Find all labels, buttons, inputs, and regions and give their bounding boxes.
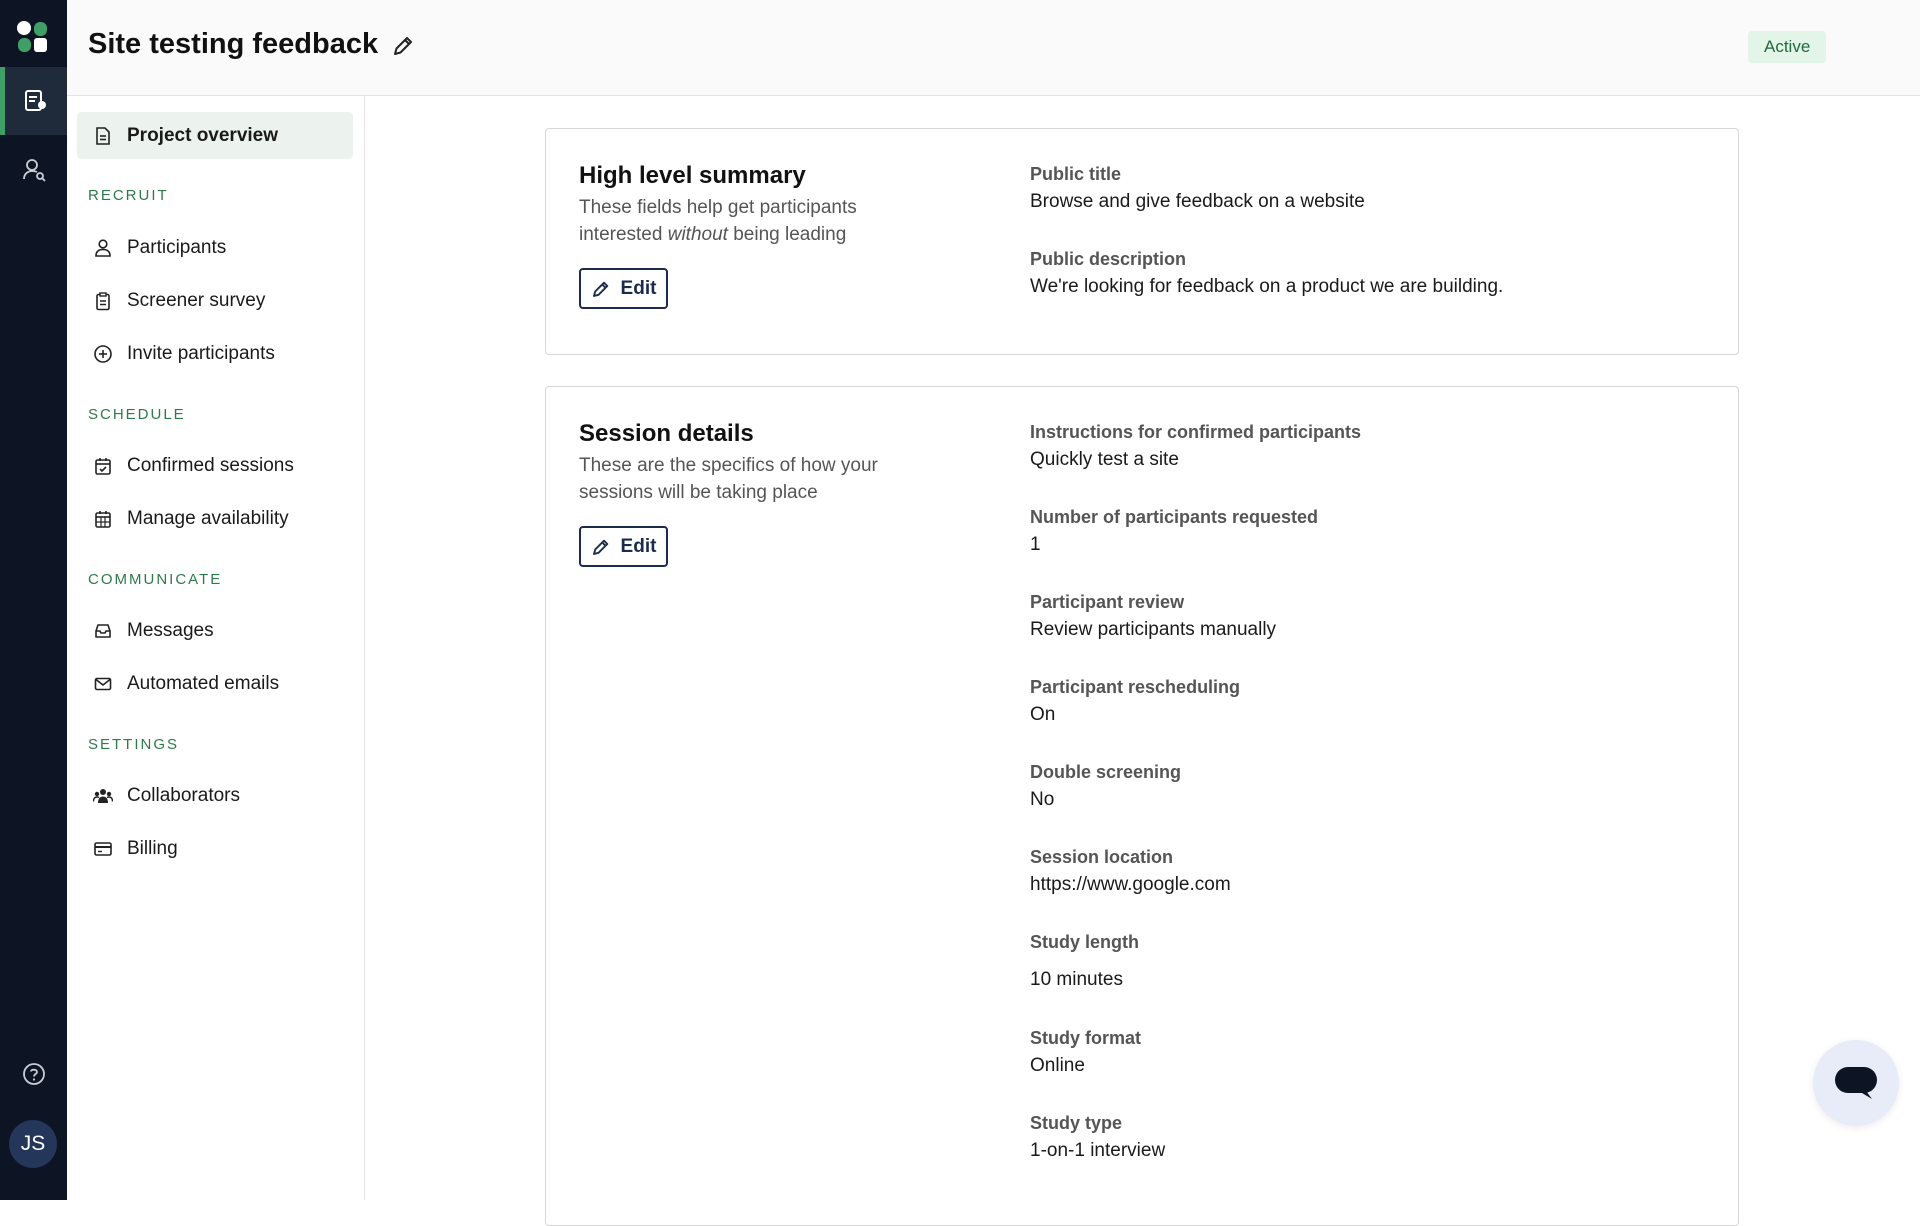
field-label: Study format (1030, 1028, 1142, 1048)
edit-title-pencil-icon[interactable] (390, 33, 416, 59)
session-title: Session details (579, 420, 754, 447)
session-edit-button[interactable] (579, 526, 668, 567)
sidebar-item-label: Automated emails (127, 672, 280, 694)
sidebar-item-label: Manage availability (127, 507, 289, 529)
summary-title: High level summary (579, 162, 806, 189)
sidebar-item-label: Collaborators (127, 784, 240, 806)
field-value: Review participants manually (1030, 619, 1277, 640)
field-label: Session location (1030, 847, 1174, 867)
section-schedule: SCHEDULE (88, 406, 186, 423)
field-label: Double screening (1030, 762, 1182, 782)
field-value: We're looking for feedback on a product we are building. (1030, 276, 1504, 297)
sidebar-item-label: Screener survey (127, 289, 266, 311)
inbox-icon (93, 621, 113, 641)
chat-launcher-button[interactable] (1813, 1040, 1899, 1126)
sidebar-item-automated-emails[interactable] (77, 660, 353, 707)
field-label: Study length (1030, 932, 1139, 952)
sidebar-item-manage-availability[interactable] (77, 495, 353, 542)
plus-circle-icon (93, 344, 113, 364)
field-value: No (1030, 789, 1055, 810)
field-value: Browse and give feedback on a website (1030, 191, 1365, 212)
sidebar-item-label: Participants (127, 236, 227, 258)
edit-label: Edit (620, 535, 657, 557)
field-value: 1-on-1 interview (1030, 1140, 1166, 1161)
section-settings: SETTINGS (88, 736, 180, 753)
session-details-card (545, 386, 1739, 1226)
field-label: Public title (1030, 164, 1122, 184)
sidebar-item-label: Project overview (127, 124, 279, 146)
sidebar-item-project-overview[interactable] (77, 112, 353, 159)
pencil-icon (591, 279, 611, 299)
summary-edit-button[interactable] (579, 268, 668, 309)
sidebar-item-screener-survey[interactable] (77, 277, 353, 324)
field-label: Study type (1030, 1113, 1123, 1133)
field-value: https://www.google.com (1030, 874, 1231, 895)
summary-card (545, 128, 1739, 355)
help-icon (21, 1061, 47, 1087)
status-badge: Active (1748, 31, 1826, 63)
sidebar-item-label: Billing (127, 837, 178, 859)
sidebar-item-collaborators[interactable] (77, 772, 353, 819)
field-value: 1 (1030, 534, 1041, 555)
field-label: Number of participants requested (1030, 507, 1319, 527)
sidebar-item-confirmed-sessions[interactable] (77, 442, 353, 489)
field-value: 10 minutes (1030, 969, 1123, 990)
calendar-check-icon (93, 456, 113, 476)
calendar-grid-icon (93, 509, 113, 529)
pencil-icon (591, 537, 611, 557)
help-button[interactable] (0, 1040, 67, 1108)
field-value: Quickly test a site (1030, 449, 1179, 470)
user-avatar[interactable]: JS (9, 1120, 57, 1168)
section-communicate: COMMUNICATE (88, 571, 223, 588)
sidebar-item-label: Messages (127, 619, 214, 641)
projects-nav-button[interactable] (0, 67, 67, 135)
project-sidebar (67, 96, 365, 1200)
sidebar-item-participants[interactable] (77, 224, 353, 271)
sidebar-item-messages[interactable] (77, 607, 353, 654)
clipboard-icon (93, 291, 113, 311)
page-header (67, 0, 1920, 96)
mail-icon (93, 674, 113, 694)
page-title: Site testing feedback (88, 28, 379, 60)
sidebar-item-label: Invite participants (127, 342, 275, 364)
field-label: Instructions for confirmed participants (1030, 422, 1362, 442)
app-logo-icon[interactable] (16, 20, 50, 54)
person-icon (93, 238, 113, 258)
field-label: Public description (1030, 249, 1187, 269)
chat-bubble-icon (1832, 1063, 1880, 1103)
field-value: On (1030, 704, 1056, 725)
users-icon (93, 786, 113, 806)
field-label: Participant rescheduling (1030, 677, 1241, 697)
sidebar-item-label: Confirmed sessions (127, 454, 294, 476)
credit-card-icon (93, 839, 113, 859)
field-label: Participant review (1030, 592, 1185, 612)
project-doc-icon (23, 88, 49, 114)
document-icon (93, 126, 113, 146)
sidebar-item-billing[interactable] (77, 825, 353, 872)
section-recruit: RECRUIT (88, 187, 169, 204)
participants-rail-button[interactable] (0, 136, 67, 204)
summary-description: These fields help get participants interested without being leading (579, 197, 857, 245)
user-search-icon (21, 157, 47, 183)
app-rail (0, 0, 67, 1200)
session-description: These are the specifics of how your sessions will be taking place (579, 455, 878, 503)
edit-label: Edit (620, 277, 657, 299)
field-value: Online (1030, 1055, 1085, 1076)
sidebar-item-invite-participants[interactable] (77, 330, 353, 377)
